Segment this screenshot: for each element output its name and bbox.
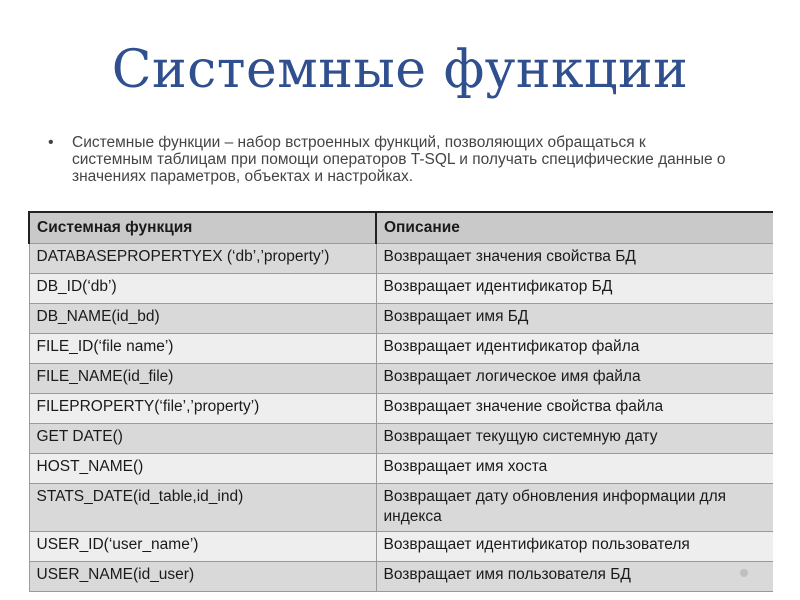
cell-description: Возвращает имя пользователя БД	[376, 562, 773, 592]
table-row	[29, 244, 773, 274]
cell-function: DB_ID(‘db’)	[29, 274, 376, 304]
table-row	[29, 424, 773, 454]
cell-function: FILEPROPERTY(‘file’,’property’)	[29, 394, 376, 424]
slide-marker-dot-icon	[740, 569, 748, 577]
table-row	[29, 484, 773, 532]
table-row	[29, 454, 773, 484]
table-row	[29, 394, 773, 424]
cell-function: FILE_NAME(id_file)	[29, 364, 376, 394]
cell-description: Возвращает дату обновления информации для индекса	[376, 484, 773, 532]
table-row	[29, 532, 773, 562]
header-function: Системная функция	[29, 212, 376, 244]
table-row	[29, 304, 773, 334]
cell-description: Возвращает значения свойства БД	[376, 244, 773, 274]
cell-description: Возвращает имя БД	[376, 304, 773, 334]
cell-description: Возвращает идентификатор БД	[376, 274, 773, 304]
cell-function: USER_ID(‘user_name’)	[29, 532, 376, 562]
cell-description: Возвращает логическое имя файла	[376, 364, 773, 394]
bullet-dot-icon: •	[48, 134, 54, 151]
bullet-item	[48, 134, 728, 185]
table-header-row	[29, 212, 773, 244]
cell-description: Возвращает идентификатор пользователя	[376, 532, 773, 562]
table-row	[29, 364, 773, 394]
slide-title: Системные функции	[111, 40, 689, 100]
table-row	[29, 274, 773, 304]
cell-description: Возвращает имя хоста	[376, 454, 773, 484]
functions-table	[28, 211, 773, 592]
cell-description: Возвращает идентификатор файла	[376, 334, 773, 364]
header-description: Описание	[376, 212, 773, 244]
cell-function: USER_NAME(id_user)	[29, 562, 376, 592]
cell-function: FILE_ID(‘file name’)	[29, 334, 376, 364]
cell-function: DB_NAME(id_bd)	[29, 304, 376, 334]
functions-table-container	[28, 211, 773, 600]
table-row	[29, 562, 773, 592]
cell-function: STATS_DATE(id_table,id_ind)	[29, 484, 376, 532]
cell-function: DATABASEPROPERTYEX (‘db’,’property’)	[29, 244, 376, 274]
bullet-text: Системные функции – набор встроенных функций, позволяющих обращаться к системным таблицам при помощи операторов T-SQL и получать специфические данные о значениях параметров, объектах и настройках.	[72, 134, 726, 185]
cell-function: GET DATE()	[29, 424, 376, 454]
cell-description: Возвращает значение свойства файла	[376, 394, 773, 424]
table-row	[29, 334, 773, 364]
cell-function: HOST_NAME()	[29, 454, 376, 484]
cell-description: Возвращает текущую системную дату	[376, 424, 773, 454]
